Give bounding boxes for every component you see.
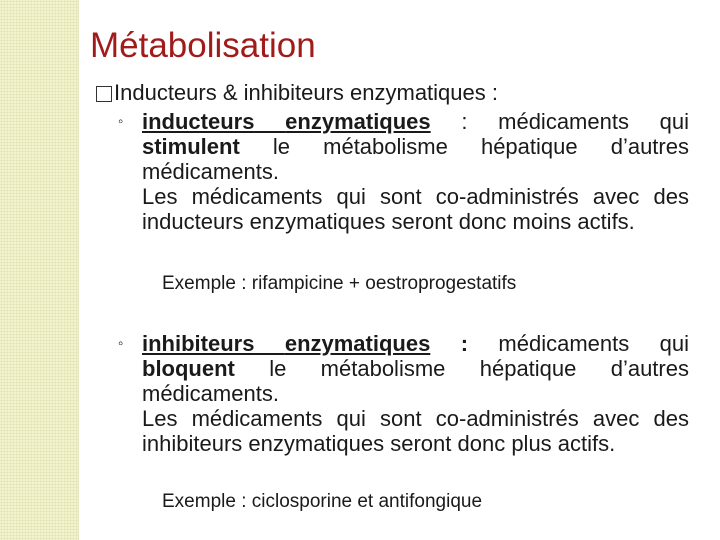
inducteurs-consequence: Les médicaments qui sont co-administrés avec des inducteurs enzymatiques seront donc moins actifs. xyxy=(142,184,689,234)
bullet-level1-text: Inducteurs & inhibiteurs enzymatiques : xyxy=(114,80,498,105)
term-word: inducteurs xyxy=(142,109,255,134)
bullet-inhibiteurs xyxy=(118,331,689,456)
definition-text: le métabolisme hépatique d’autres médicaments. xyxy=(142,134,689,184)
term-word: enzymatiques xyxy=(284,331,431,356)
bullet-inducteurs xyxy=(118,109,689,234)
bullet-level1 xyxy=(96,80,498,106)
action-verb: bloquent xyxy=(142,356,235,381)
inhibiteurs-example: Exemple : ciclosporine et antifongique xyxy=(162,491,483,512)
ring-bullet-icon: ◦ xyxy=(118,113,124,130)
inhibiteurs-consequence: Les médicaments qui sont co-administrés avec des inhibiteurs enzymatiques seront donc plus actifs. xyxy=(142,406,689,456)
slide-title: Métabolisation xyxy=(90,26,316,65)
term-word: enzymatiques xyxy=(285,109,431,134)
inducteurs-definition xyxy=(142,109,689,184)
inhibiteurs-definition xyxy=(142,331,689,406)
term-word: inhibiteurs xyxy=(142,331,255,356)
term-separator: : xyxy=(430,109,468,134)
inducteurs-example: Exemple : rifampicine + oestroprogestatifs xyxy=(162,273,517,294)
definition-text: médicaments qui xyxy=(468,331,689,356)
square-bullet-icon xyxy=(96,86,112,102)
ring-bullet-icon: ◦ xyxy=(118,335,124,352)
definition-text: le métabolisme hépatique d’autres médicaments. xyxy=(142,356,689,406)
action-verb: stimulent xyxy=(142,134,240,159)
definition-text: médicaments qui xyxy=(467,109,689,134)
term-separator: : xyxy=(430,331,469,356)
